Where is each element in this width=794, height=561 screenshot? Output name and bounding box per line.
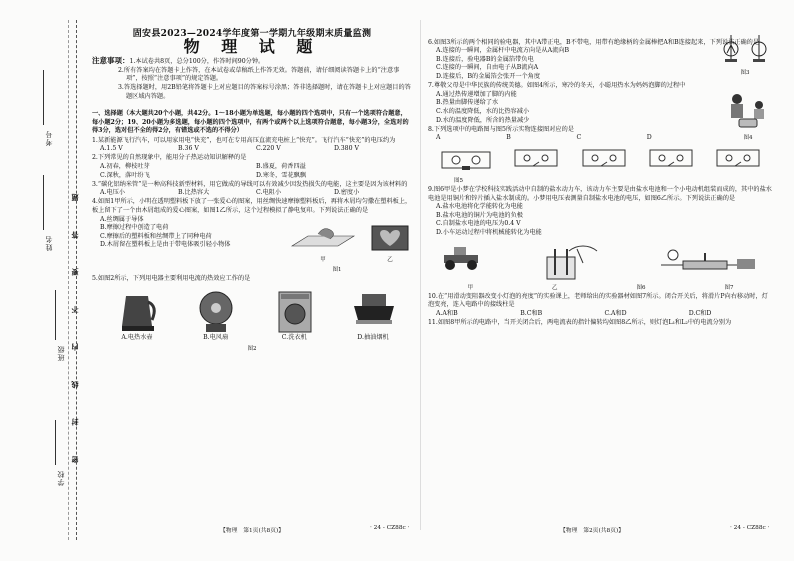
question [428, 39, 773, 82]
figure-label: 甲 [467, 284, 473, 291]
school-field[interactable] [55, 420, 57, 465]
question [92, 137, 412, 154]
option[interactable]: A.丝绸属于导体 [100, 215, 144, 223]
option[interactable]: C.水的温度降低，水的比热容减小 [436, 107, 530, 115]
option[interactable]: D.水的温度降低，所含的热量减少 [436, 116, 530, 124]
class-field[interactable] [55, 290, 57, 340]
options [92, 189, 412, 198]
question [92, 275, 412, 353]
figure-5-circuits [438, 146, 763, 174]
option[interactable]: C.220 V [256, 145, 281, 153]
option[interactable]: D.木屑留在塑料板上是由于带电体吸引轻小物体 [100, 241, 231, 249]
option[interactable]: A.初春，柳枝吐芽 [100, 162, 150, 170]
question-stem: 1.某新能源飞行汽车，可以用家用电“快充”，也可在专用高压直流充电桩上“快充”。飞行汽车“快充”的电压约为 [92, 136, 396, 144]
option[interactable]: B.连接后，验电器B的金属箔带负电 [436, 55, 534, 63]
figure-caption: 图3 [740, 69, 750, 76]
option[interactable]: C.A和D [604, 310, 627, 318]
footer-left: 【物理 第1页(共8页)】 [220, 528, 285, 534]
seal-text: 密 封 线 内 不 要 答 题 [70, 180, 79, 464]
option: D.抽油烟机 [357, 334, 389, 341]
figure-caption: 图4 [743, 135, 753, 142]
option[interactable]: B.摩擦过程中创造了电荷 [100, 224, 169, 232]
notice-item: 3.答选择题时，用2B铅笔将答题卡上对应题目的答案标号涂黑；答非选择题时，请在答题卡上对应题目的答题区域内答题。 [118, 83, 411, 100]
option[interactable]: A.A和B [436, 310, 458, 318]
question [428, 319, 773, 328]
option: C.洗衣机 [281, 334, 307, 341]
figure-label: 甲 [320, 256, 326, 263]
option[interactable]: A.连接的一瞬间，金属杆中电流方向是从A流向B [436, 47, 570, 55]
question-stem: 10.在“用滑动变阻器改变小灯泡的亮度”的实验课上，老师给出的实验器材如图7所示。闭合开关后，将滑片P向右移动时，灯泡变亮，连入电路中的接线柱是 [428, 292, 768, 309]
physical-circuit-drawing [438, 146, 494, 174]
notice-item: 2.所有答案均在答题卡上作答，在本试卷或草稿纸上作答无效。答题前，请仔细阅读答题卡上的“注意事项”，按照“注意事项”的规定答题。 [118, 66, 400, 83]
option[interactable]: C.连接的一瞬间，自由电子从B流向A [436, 64, 539, 72]
notice-block [92, 57, 412, 101]
figure-caption: 图6 [636, 284, 646, 291]
option[interactable]: B.比热容大 [178, 189, 210, 197]
question [428, 126, 773, 186]
figure-1a [288, 224, 358, 264]
option[interactable]: C.自制盐水电池的电压为0.4 V [436, 220, 521, 228]
exam-no-field[interactable] [43, 70, 45, 125]
option[interactable]: A.通过热传递增加了脚的内能 [436, 90, 517, 98]
plastic-board-drawing [288, 224, 358, 252]
options [428, 47, 711, 81]
subject-title: 物 理 试 题 [183, 36, 321, 56]
question-stem: 11.如图8甲所示的电路中，当开关闭合后，两电流表的指针偏转均如图8乙所示，则灯泡L₁和L₂中的电流分别为 [428, 319, 732, 327]
option[interactable]: D.C和D [688, 310, 712, 318]
options [428, 134, 717, 143]
washer-drawing [269, 288, 319, 334]
options [92, 145, 412, 154]
class-label: 班级 [57, 345, 65, 361]
option[interactable]: B [506, 134, 511, 142]
question-stem: 3.“碳化铝纳米管”是一种高科技新型材料，用它做成的导线可以有效减少因发热损失的电能，这主要是因为该材料的 [92, 180, 408, 188]
option[interactable]: A.1.5 V [100, 145, 123, 153]
options [428, 91, 717, 125]
footer-right-code: · 24 - CZ88c · [730, 525, 770, 531]
appliance-option[interactable] [181, 288, 251, 343]
question-stem: 6.如图3所示的两个相同的验电器，其中A带正电，B不带电，用带有绝缘柄的金属棒把A和B连接起来，下列说法正确的是 [428, 38, 760, 46]
question-list [428, 39, 773, 328]
question-list [92, 137, 412, 354]
notice-head: 注意事项： [92, 56, 130, 66]
fan-drawing [191, 288, 241, 334]
school-label: 学校 [57, 470, 65, 486]
figure-captions [428, 284, 773, 293]
option[interactable]: D [646, 134, 652, 142]
name-field[interactable] [43, 175, 45, 230]
option[interactable]: D.小车运动过程中将机械能转化为电能 [436, 229, 542, 237]
figure-2-wrap [92, 288, 412, 353]
option[interactable]: A.盐水电池将化学能转化为电能 [436, 203, 523, 211]
saltwater-car-drawing [438, 241, 484, 271]
option[interactable]: D.连接后，B的金属箔会张开一个角度 [436, 72, 541, 80]
kettle-drawing [112, 288, 162, 334]
voltmeter-drawing [539, 241, 599, 281]
figure-caption: 图1 [332, 267, 342, 274]
question [92, 198, 412, 274]
appliance-option[interactable] [259, 288, 329, 343]
question [92, 154, 412, 180]
figure-label: 乙 [551, 284, 558, 291]
option[interactable]: C.摩擦后的塑料板和丝绸带上了同种电荷 [100, 232, 212, 240]
notice-item: 1.本试卷共8页，总分100分，作答时间90分钟。 [129, 58, 265, 66]
figure-4 [723, 91, 773, 143]
option[interactable]: A.电压小 [100, 189, 125, 197]
exam-no-label: 考号 [45, 130, 53, 146]
appliance-row [102, 288, 408, 343]
page-divider [420, 20, 421, 530]
option[interactable]: C.深秋，落叶纷飞 [100, 171, 150, 179]
footer-right: 【物理 第2页(共8页)】 [560, 528, 625, 534]
options [92, 216, 412, 250]
figure-caption: 图5 [454, 177, 463, 184]
footer-left-code: · 24 - CZ88c · [370, 525, 410, 531]
options [92, 163, 412, 180]
option[interactable]: B.热量由脚传递给了水 [436, 99, 499, 107]
section-heading: 一、选择题（本大题共20个小题，共42分。1～18小题为单选题，每小题的四个选项中，只有一个选项符合题意，每小题2分；19、20小题为多选题，每小题的四个选项中，有两个或两个以上选项符合题意，每小题3分，全选对的得3分，选对但不全的得2分，有错选或不选的不得分） [92, 110, 409, 135]
option: A.电热水壶 [121, 334, 153, 341]
circuit-diagram-option [579, 146, 629, 170]
electroscope-drawing [717, 31, 773, 65]
option[interactable]: C.电阻小 [256, 189, 282, 197]
figure-caption: 图2 [247, 345, 257, 352]
figure-5-wrap [428, 146, 773, 186]
name-label: 姓名 [45, 235, 53, 251]
options [428, 310, 773, 319]
question-stem: 2.下列常见的自然现象中，能用分子热运动知识解释的是 [92, 154, 247, 162]
question-stem: 9.图6甲是小梦在学校科技实践活动中自制的盐水动力车，该动力车主要是由盐水电池和一个小电动机组装而成的，其中的盐水电池是用铜片和锌片插入盐水制成的。小梦用电压表测量自制盐水电池的电压，如图6乙所示。下列说法正确的是 [428, 186, 772, 202]
binding-margin [0, 0, 88, 561]
exam-title: 固安县2023—2024学年度第一学期九年级期末质量监测 [132, 29, 372, 39]
question-stem: 4.如图1甲所示，小明在透明塑料板下放了一张爱心的图案，用丝绸快速摩擦塑料板后，再将木屑均匀撒在塑料板上，板上留下了一个由木屑组成的爱心图案，如图1乙所示，这个过程模拟了静电复印。下列说法正确的是 [92, 198, 412, 215]
question [92, 181, 412, 198]
question-stem: 5.如图2所示，下列用电器主要利用电流的热效应工作的是 [92, 275, 251, 283]
question [428, 186, 773, 292]
question-stem: 8.下列选项中的电路图与图5所示实物连接图对应的是 [428, 125, 574, 133]
left-page [92, 30, 412, 354]
options [428, 203, 773, 237]
option[interactable]: B.C和B [520, 310, 543, 318]
figure-6-wrap [428, 241, 773, 293]
right-page [428, 38, 773, 328]
option[interactable]: C [576, 134, 582, 142]
option[interactable]: B.盐水电池的铜片为电池的负极 [436, 211, 523, 219]
figure-caption: 图7 [724, 284, 734, 291]
option[interactable]: B.36 V [178, 145, 199, 153]
figure-1b [368, 224, 412, 264]
option[interactable]: D.密度小 [334, 189, 360, 197]
circuit-diagram-option [511, 146, 561, 170]
question [428, 293, 773, 319]
circuit-diagram-option [646, 146, 696, 170]
appliance-option[interactable] [102, 288, 172, 343]
figure-6-7 [438, 241, 763, 281]
range-hood-drawing [348, 288, 398, 334]
foot-bath-drawing [723, 91, 773, 131]
appliance-option[interactable] [338, 288, 408, 343]
question-stem: 7.尊敬父母是中华民族的传统美德。如图4所示，寒冷的冬天，小聪用热水为妈妈泡脚的过程中 [428, 82, 686, 90]
option[interactable]: D.寒冬，雪花飘飘 [256, 171, 307, 179]
rheostat-drawing [653, 241, 763, 281]
heart-pattern-drawing [368, 224, 412, 252]
circuit-diagram-option [713, 146, 763, 170]
option[interactable]: A [436, 134, 441, 142]
figure-label: 乙 [387, 256, 393, 263]
seal-line-inner [68, 20, 69, 540]
option: B.电风扇 [203, 334, 229, 341]
option[interactable]: B.盛夏，荷香四溢 [256, 162, 306, 170]
option[interactable]: D.380 V [334, 145, 359, 153]
